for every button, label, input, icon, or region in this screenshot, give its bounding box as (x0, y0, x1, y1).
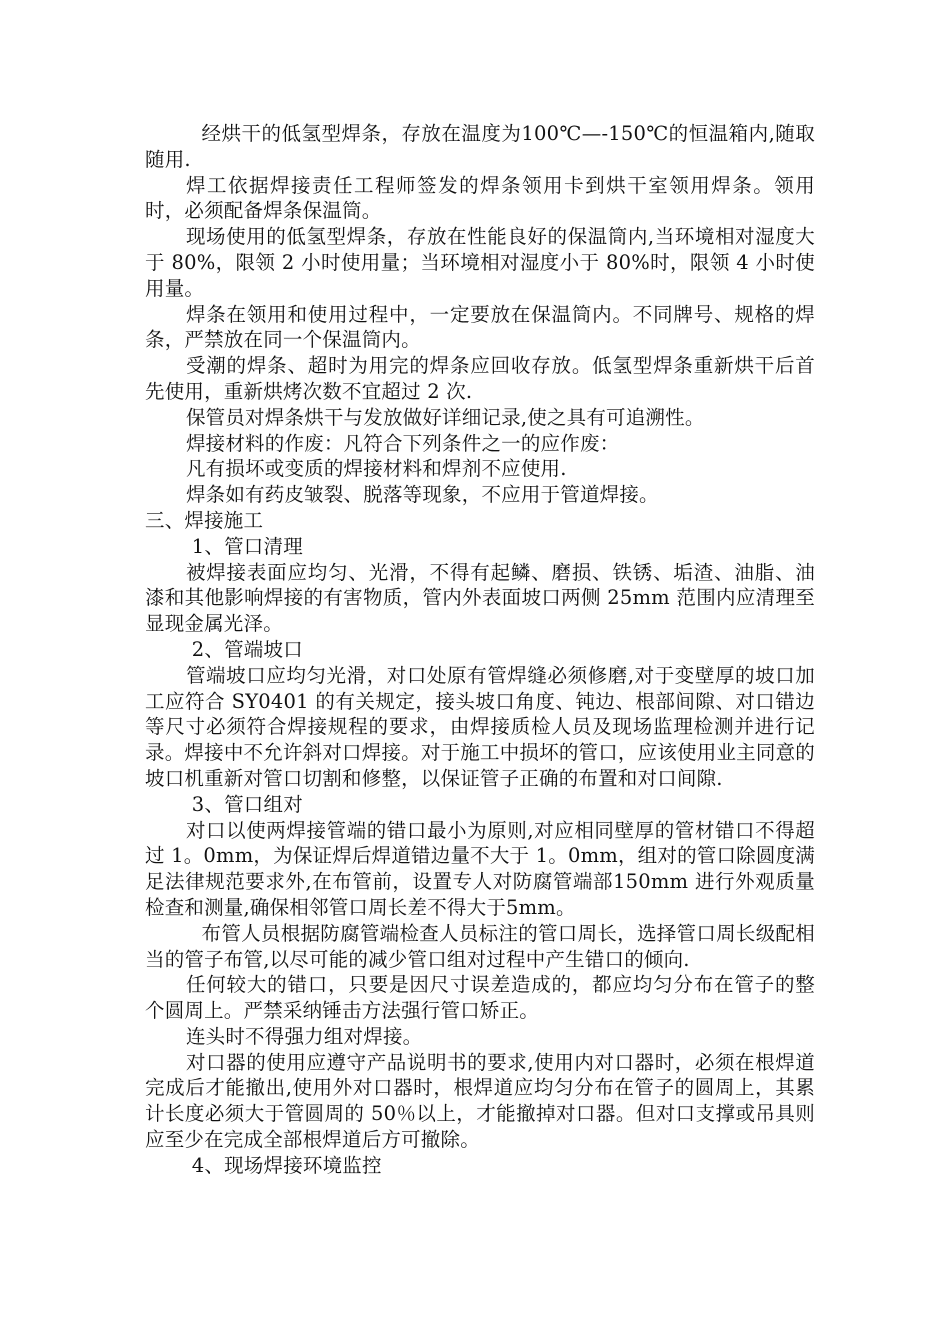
subheading-pipe-bevel: 2、管端坡口 (191, 637, 303, 661)
paragraph-coating-cracks: 焊条如有药皮皱裂、脱落等现象，不应用于管道焊接。 (185, 483, 659, 507)
paragraph-damp-electrodes: 受潮的焊条、超时为用完的焊条应回收存放。低氢型焊条重新烘干后首先使用，重新烘烤次数不宜超过 2 次. (145, 354, 815, 403)
paragraph-large-misalignment: 任何较大的错口，只要是因尺寸误差造成的，都应均匀分布在管子的整个圆周上。严禁采纳锤击方法强行管口矫正。 (145, 973, 815, 1023)
paragraph-electrode-storage: 经烘干的低氢型焊条，存放在温度为100℃—-150℃的恒温箱内,随取随用. (145, 122, 815, 171)
paragraph-misalignment: 对口以使两焊接管端的错口最小为原则,对应相同壁厚的管材错口不得超过 1。0mm，为保证焊后焊道错边量不大于 1。0mm，组对的管口除圆度满足法律规范要求外,在布管前，设置专人对防腐管端部150mm 进行外观质量检查和测量,确保相邻管口周长差不得大于5mm。 (145, 818, 815, 919)
paragraph-bevel-requirements: 管端坡口应均匀光滑，对口处原有管焊缝必须修磨,对于变壁厚的坡口加工应符合 SY0401 的有关规定，接头坡口角度、钝边、根部间隙、对口错边等尺寸必须符合焊接规程的要求，由焊接质检人员及现场监理检测并进行记录。焊接中不允许斜对口焊接。对于施工中损坏的管口，应该使用业主同意的坡口机重新对管口切割和修整，以保证管子正确的布置和对口间隙. (145, 663, 815, 790)
subheading-environment-monitoring: 4、现场焊接环境监控 (191, 1153, 382, 1177)
paragraph-tie-in: 连头时不得强力组对焊接。 (185, 1024, 423, 1048)
paragraph-clamp-usage: 对口器的使用应遵守产品说明书的要求,使用内对口器时，必须在根焊道完成后才能撤出,使用外对口器时，根焊道应均匀分布在管子的圆周上，其累计长度必须大于管圆周的 50％以上，才能撤掉对口器。但对口支撑或吊具则应至少在完成全部根焊道后方可撤除。 (145, 1050, 815, 1152)
paragraph-electrode-requisition: 焊工依据焊接责任工程师签发的焊条领用卡到烘干室领用焊条。领用时，必须配备焊条保温筒。 (145, 173, 815, 223)
paragraph-insulation-tube: 焊条在领用和使用过程中，一定要放在保温筒内。不同牌号、规格的焊条，严禁放在同一个保温筒内。 (145, 302, 815, 352)
subheading-pipe-cleaning: 1、管口清理 (191, 534, 303, 558)
section-heading-welding: 三、焊接施工 (145, 508, 264, 532)
paragraph-records: 保管员对焊条烘干与发放做好详细记录,使之具有可追溯性。 (185, 405, 705, 429)
paragraph-surface-cleaning: 被焊接表面应均匀、光滑，不得有起鳞、磨损、铁锈、垢渣、油脂、油漆和其他影响焊接的有害物质，管内外表面坡口两侧 25mm 范围内应清理至显现金属光泽。 (145, 560, 815, 636)
paragraph-pipe-layout: 布管人员根据防腐管端检查人员标注的管口周长，选择管口周长级配相当的管子布管,以尽可能的减少管口组对过程中产生错口的倾向. (145, 921, 815, 971)
paragraph-scrap-criteria: 焊接材料的作废：凡符合下列条件之一的应作废： (185, 431, 620, 455)
paragraph-damaged-materials: 凡有损坏或变质的焊接材料和焊剂不应使用. (185, 457, 567, 481)
paragraph-humidity-limit: 现场使用的低氢型焊条，存放在性能良好的保温筒内,当环境相对湿度大于 80%，限领 2 小时使用量；当环境相对湿度小于 80%时，限领 4 小时使用量。 (145, 225, 815, 300)
document-page (145, 121, 815, 1179)
subheading-pipe-fitup: 3、管口组对 (191, 792, 303, 816)
